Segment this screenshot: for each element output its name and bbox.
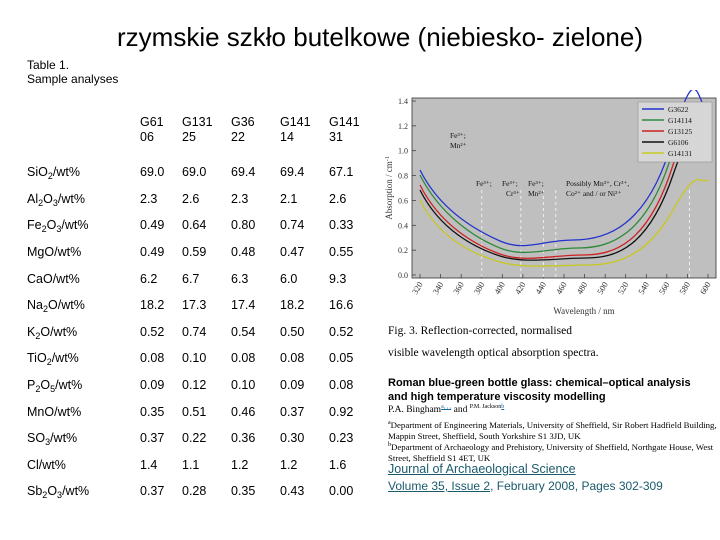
table-cell: 0.23 <box>329 431 354 446</box>
table-header-cell <box>227 100 276 159</box>
y-tick-label: 0.4 <box>398 221 408 231</box>
annotation-label: Fe³⁺; <box>476 179 492 188</box>
y-tick-label: 0.8 <box>398 171 408 181</box>
row-label-part: /wt% <box>50 431 78 446</box>
row-label-part: O/wt% <box>48 298 85 313</box>
slide-title: rzymskie szkło butelkowe (niebiesko- zielone) <box>117 22 643 52</box>
volume-link[interactable]: Volume 35, Issue 2 <box>388 479 491 493</box>
table-cell: 1.2 <box>280 457 298 472</box>
table-cell: 0.74 <box>182 324 207 339</box>
x-tick-label: 380 <box>471 280 487 297</box>
row-label <box>18 265 136 292</box>
table-cell: 0.36 <box>231 431 256 446</box>
row-label-part: Fe <box>27 218 42 233</box>
row-label-part: O <box>47 484 58 499</box>
x-tick-label: 480 <box>574 280 590 297</box>
table-cell: 0.35 <box>140 404 165 419</box>
table-cell: 17.3 <box>182 298 207 313</box>
annotation-label: Possibly Mn³⁺, Cr³⁺, <box>566 179 630 188</box>
table-row <box>18 239 374 266</box>
row-label-part: 2 <box>42 304 48 315</box>
aff-a-mark: a <box>388 420 391 426</box>
row-label-part: O <box>36 351 47 366</box>
legend-label: G3622 <box>668 105 689 114</box>
table-header-cell <box>276 100 325 159</box>
table-cell: 6.3 <box>231 271 249 286</box>
row-label <box>18 345 136 372</box>
table-row <box>18 372 374 399</box>
row-label-part: 2 <box>46 357 52 368</box>
table-cell: 69.0 <box>182 165 207 180</box>
row-label-part: 3 <box>57 490 63 501</box>
journal-link[interactable]: Journal of Archaeological Science <box>388 462 576 476</box>
y-tick-label: 0.2 <box>398 246 408 256</box>
aff-a-text: Department of Engineering Materials, University of Sheffield, Sir Robert Hadfield Building, Mappin Street, Sheffield, South Yorkshire S1 3JD, UK <box>388 419 717 441</box>
figure-caption-line1: Fig. 3. Reflection-corrected, normalised <box>388 325 572 337</box>
row-label-part: 2 <box>35 384 41 395</box>
row-label-part: 3 <box>56 224 62 235</box>
table-cell: 0.48 <box>231 245 256 260</box>
row-label-part: O <box>38 165 48 180</box>
row-label-part: Cl/wt% <box>27 457 66 472</box>
table-caption-line2: Sample analyses <box>27 72 119 86</box>
volume-info <box>388 479 708 494</box>
table-cell: 0.52 <box>329 324 354 339</box>
annotation-label: Co²⁺ and / or Ni²⁺ <box>566 189 622 198</box>
table-cell: 16.6 <box>329 298 354 313</box>
row-label-part: 3 <box>52 197 58 208</box>
row-label-part: /wt% <box>52 165 80 180</box>
row-label-part: SO <box>27 431 46 446</box>
absorption-spectra-figure <box>378 90 720 320</box>
row-label-part: 5 <box>50 384 56 395</box>
legend-label: G13125 <box>668 127 693 136</box>
row-label-part: /wt% <box>61 218 89 233</box>
table-cell: 0.43 <box>280 484 305 499</box>
table-cell: 18.2 <box>280 298 305 313</box>
row-label-part: O <box>46 218 57 233</box>
affiliation-a <box>388 418 718 442</box>
row-label-part: O <box>43 191 53 206</box>
table-cell: 2.1 <box>280 191 298 206</box>
legend-label: G6106 <box>668 138 689 147</box>
table-header-cell <box>325 100 374 159</box>
table-cell: 0.55 <box>329 245 354 260</box>
y-axis-label-sup: -1 <box>385 156 391 162</box>
table-header-row <box>18 100 374 159</box>
table-cell: 2.6 <box>182 191 200 206</box>
row-label-part: 2 <box>38 197 44 208</box>
row-label-part: O/wt% <box>44 245 82 260</box>
row-label-part: O <box>40 378 51 393</box>
table-cell: 0.92 <box>329 404 354 419</box>
table-cell: 0.49 <box>140 218 165 233</box>
table-cell: 0.50 <box>280 324 305 339</box>
y-tick-label: 1.0 <box>398 146 408 156</box>
table-cell: 0.28 <box>182 484 207 499</box>
row-label-part: O/wt% <box>44 404 82 419</box>
table-cell: 0.22 <box>182 431 207 446</box>
table-row <box>18 452 374 479</box>
x-tick-label: 440 <box>533 280 549 297</box>
row-label-part: K <box>27 324 36 339</box>
row-label-part: Ca <box>27 271 43 286</box>
row-label-part: /wt% <box>62 484 90 499</box>
aff-b-mark: b <box>388 442 391 448</box>
table-header-line: 31 <box>329 129 343 144</box>
table-cell: 67.1 <box>329 165 354 180</box>
author-marks[interactable]: a, , , <box>441 404 452 410</box>
table-header-cell <box>178 100 227 159</box>
table-cell: 1.6 <box>329 457 347 472</box>
y-axis-label-text: Absorption / cm <box>384 161 394 220</box>
row-label-part: 2 <box>42 490 48 501</box>
table-cell: 0.33 <box>329 218 354 233</box>
y-axis-label <box>384 156 394 220</box>
figure-caption-line2: visible wavelength optical absorption spectra. <box>388 347 599 359</box>
row-label-part: Mn <box>27 404 45 419</box>
table-header-empty <box>18 100 136 159</box>
row-label-part: 3 <box>45 437 51 448</box>
table-cell: 0.37 <box>140 484 165 499</box>
table-cell: 6.0 <box>280 271 298 286</box>
table-cell: 9.3 <box>329 271 347 286</box>
row-label-part: Al <box>27 191 39 206</box>
table-cell: 0.80 <box>231 218 256 233</box>
legend-label: G14131 <box>668 149 693 158</box>
table-cell: 0.12 <box>182 378 207 393</box>
table-header-line: 22 <box>231 129 245 144</box>
author-name: P.A. Bingham <box>388 405 442 416</box>
row-label-part: O/wt% <box>40 324 78 339</box>
aff-b-text: Department of Archaeology and Prehistory, University of Sheffield, Northgate House, West Street, Sheffield S1 4ET, UK <box>388 441 714 463</box>
paper-title: Roman blue-green bottle glass: chemical–optical analysis and high temperature viscosity modelling <box>388 377 691 403</box>
x-axis-label: Wavelength / nm <box>553 306 615 316</box>
table-cell: 0.00 <box>329 484 354 499</box>
table-cell: 69.0 <box>140 165 165 180</box>
row-label <box>18 212 136 239</box>
table-row <box>18 212 374 239</box>
row-label <box>18 159 136 186</box>
x-tick-label: 460 <box>553 280 569 297</box>
x-tick-label: 600 <box>697 280 713 297</box>
table-header-line: G61 <box>140 114 164 129</box>
table-cell: 0.59 <box>182 245 207 260</box>
y-tick-label: 0.6 <box>398 196 408 206</box>
row-label-part: 2 <box>41 224 47 235</box>
x-tick-label: 540 <box>635 280 652 297</box>
table-row <box>18 398 374 425</box>
x-tick-label: 420 <box>512 280 528 297</box>
table-row <box>18 186 374 213</box>
table-cell: 0.51 <box>182 404 207 419</box>
table-cell: 1.2 <box>231 457 249 472</box>
table-cell: 0.52 <box>140 324 165 339</box>
table-cell: 0.47 <box>280 245 305 260</box>
table-cell: 0.09 <box>140 378 165 393</box>
y-tick-label: 1.4 <box>398 97 408 106</box>
row-label-part: O/wt% <box>42 271 80 286</box>
row-label <box>18 239 136 266</box>
table-row <box>18 292 374 319</box>
table-header-line: G36 <box>231 114 255 129</box>
table-cell: 69.4 <box>231 165 256 180</box>
annotation-label: Fe³⁺; <box>450 131 466 140</box>
table-cell: 2.6 <box>329 191 347 206</box>
table-cell: 0.74 <box>280 218 305 233</box>
row-label <box>18 292 136 319</box>
table-cell: 0.09 <box>280 378 305 393</box>
table-cell: 0.35 <box>231 484 256 499</box>
row-label-part: Si <box>27 165 39 180</box>
table-cell: 2.3 <box>231 191 249 206</box>
row-label-part: Sb <box>27 484 43 499</box>
table-header-line: 06 <box>140 129 154 144</box>
row-label <box>18 319 136 346</box>
row-label-part: P <box>27 378 36 393</box>
table-row <box>18 159 374 186</box>
annotation-label: Mn²⁺ <box>528 189 545 198</box>
row-label-part: 2 <box>47 171 53 182</box>
table-cell: 0.10 <box>182 351 207 366</box>
annotation-label: Fe³⁺; <box>502 179 518 188</box>
row-label-part: /wt% <box>51 351 79 366</box>
x-tick-label: 340 <box>430 280 446 297</box>
table-header-line: G141 <box>329 114 360 129</box>
table-cell: 0.46 <box>231 404 256 419</box>
table-cell: 0.08 <box>329 378 354 393</box>
x-tick-label: 520 <box>615 280 631 297</box>
analysis-table <box>18 100 374 505</box>
table-cell: 0.30 <box>280 431 305 446</box>
table-caption-line1: Table 1. <box>27 58 70 72</box>
row-label <box>18 186 136 213</box>
table-header-line: 25 <box>182 129 196 144</box>
x-tick-label: 320 <box>409 280 425 297</box>
row-label <box>18 478 136 505</box>
table-cell: 0.08 <box>231 351 256 366</box>
table-cell: 0.05 <box>329 351 354 366</box>
row-label <box>18 372 136 399</box>
table-cell: 0.54 <box>231 324 256 339</box>
x-tick-label: 580 <box>677 280 693 297</box>
table-header-line: 14 <box>280 129 294 144</box>
table-header-cell <box>136 100 178 159</box>
table-cell: 0.37 <box>140 431 165 446</box>
y-tick-label: 0.0 <box>398 271 408 280</box>
table-cell: 0.64 <box>182 218 207 233</box>
author2-mark[interactable]: b <box>501 404 505 410</box>
table-cell: 0.08 <box>280 351 305 366</box>
row-label <box>18 452 136 479</box>
row-label-part: /wt% <box>57 191 85 206</box>
legend-label: G14114 <box>668 116 692 125</box>
row-label-part: /wt% <box>55 378 83 393</box>
row-label-part: Mg <box>27 245 45 260</box>
table-cell: 0.49 <box>140 245 165 260</box>
table-row <box>18 478 374 505</box>
row-label <box>18 398 136 425</box>
table-cell: 0.08 <box>140 351 165 366</box>
y-tick-label: 1.2 <box>398 121 408 131</box>
table-cell: 17.4 <box>231 298 256 313</box>
row-label-part: Na <box>27 298 43 313</box>
x-tick-label: 360 <box>450 280 466 297</box>
annotation-label: Mn²⁺ <box>450 141 467 150</box>
table-header-line: G141 <box>280 114 311 129</box>
affiliation-b <box>388 440 718 464</box>
x-tick-label: 560 <box>656 280 672 297</box>
annotation-label: Cr³⁺ <box>506 189 520 198</box>
row-label-part: Ti <box>27 351 37 366</box>
table-header-line: G131 <box>182 114 213 129</box>
table-cell: 6.7 <box>182 271 200 286</box>
table-cell: 1.4 <box>140 457 158 472</box>
annotation-label: Fe³⁺; <box>528 179 544 188</box>
table-row <box>18 345 374 372</box>
x-tick-label: 400 <box>491 280 508 297</box>
table-cell: 18.2 <box>140 298 165 313</box>
table-cell: 69.4 <box>280 165 305 180</box>
table-cell: 0.37 <box>280 404 305 419</box>
row-label <box>18 425 136 452</box>
table-row <box>18 319 374 346</box>
table-cell: 1.1 <box>182 457 200 472</box>
table-caption <box>27 58 118 86</box>
author2-name: P.M. Jackson <box>469 404 502 410</box>
table-row <box>18 425 374 452</box>
table-cell: 0.10 <box>231 378 256 393</box>
row-label-part: 2 <box>35 330 41 341</box>
table-cell: 6.2 <box>140 271 158 286</box>
date-pages: , February 2008, Pages 302-309 <box>490 479 663 493</box>
x-tick-label: 500 <box>594 280 610 297</box>
table-cell: 2.3 <box>140 191 158 206</box>
paper-authors <box>388 404 504 415</box>
table-row <box>18 265 374 292</box>
author-and: and <box>453 405 468 416</box>
